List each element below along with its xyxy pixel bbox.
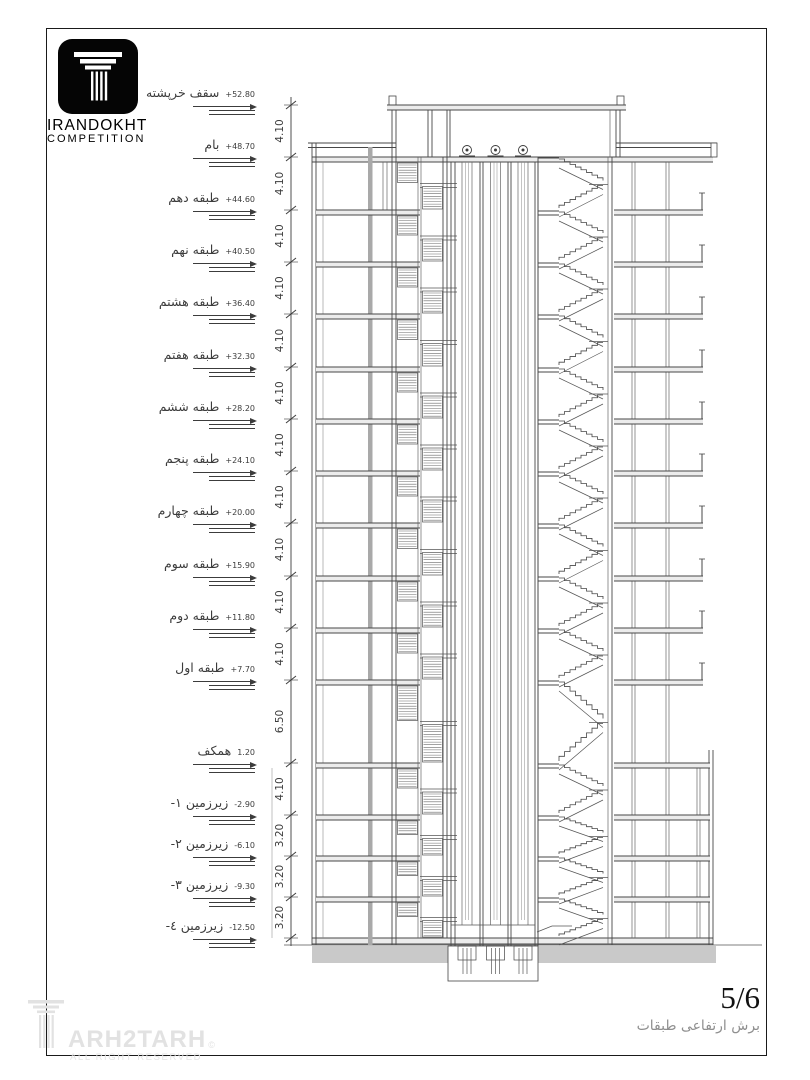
level-name: طبقه سوم: [164, 556, 220, 571]
level-name: سقف خرپشته: [145, 85, 220, 100]
level-elevation: -12.50: [229, 923, 255, 932]
dimension-label: 6.50: [274, 709, 286, 734]
level-label-6: [159, 399, 255, 429]
level-underline: [209, 532, 255, 533]
level-underline: [209, 476, 255, 477]
level-elevation: +40.50: [225, 247, 255, 256]
sheet-number: 5/6: [720, 980, 760, 1015]
level-label-12: [193, 743, 255, 773]
level-arrow-icon: [193, 99, 255, 107]
level-label-9: [164, 556, 255, 586]
level-underline: [209, 947, 255, 948]
level-underline: [209, 581, 255, 582]
level-underline: [209, 824, 255, 825]
level-underline: [209, 768, 255, 769]
level-underline: [209, 428, 255, 429]
level-arrow-icon: [193, 809, 255, 817]
dimension-label: 4.10: [274, 485, 286, 509]
level-name: همکف: [197, 743, 232, 758]
level-underline: [209, 376, 255, 377]
level-underline: [209, 528, 255, 529]
level-underline: [209, 637, 255, 638]
level-underline: [209, 480, 255, 481]
level-label-13: [171, 795, 255, 825]
level-underline: [209, 772, 255, 773]
dimension-label: 4.10: [274, 171, 286, 196]
dimension-label: 4.10: [274, 276, 286, 300]
level-name: طبقه ششم: [158, 399, 220, 414]
dimension-label: 3.20: [274, 905, 286, 930]
dimension-label: 4.10: [274, 381, 286, 405]
dimension-label: 4.10: [274, 537, 286, 562]
level-label-11: [175, 660, 255, 690]
level-arrow-icon: [193, 517, 255, 525]
level-name: طبقه اول: [175, 660, 225, 675]
level-label-1: [193, 137, 255, 167]
level-underline: [209, 906, 255, 907]
level-underline: [209, 162, 255, 163]
level-underline: [209, 633, 255, 634]
watermark: [26, 998, 215, 1063]
level-arrow-icon: [193, 151, 255, 159]
level-elevation: +11.80: [225, 613, 255, 622]
watermark-brand: ARH2TARH: [68, 1026, 207, 1053]
level-elevation: +44.60: [225, 195, 255, 204]
level-name: طبقه پنجم: [165, 451, 220, 466]
level-arrow-icon: [193, 674, 255, 682]
level-underline: [209, 114, 255, 115]
dimension-label: 4.10: [274, 590, 286, 614]
dimension-label: 4.10: [274, 119, 286, 143]
level-name: طبقه چهارم: [157, 503, 220, 518]
level-underline: [209, 219, 255, 220]
watermark-column-icon: [26, 998, 66, 1050]
level-underline: [209, 820, 255, 821]
level-elevation: +20.00: [225, 508, 255, 517]
level-label-4: [159, 294, 255, 324]
level-underline: [209, 110, 255, 111]
level-underline: [209, 319, 255, 320]
level-elevation: 1.20: [237, 748, 255, 757]
level-label-8: [158, 503, 255, 533]
dimension-label: 3.20: [274, 864, 286, 889]
level-elevation: -9.30: [234, 882, 255, 891]
level-elevation: -2.90: [234, 800, 255, 809]
dimension-label: 4.10: [274, 777, 286, 801]
level-label-10: [169, 608, 255, 638]
level-underline: [209, 943, 255, 944]
level-elevation: +32.30: [225, 352, 255, 361]
level-label-2: [168, 190, 255, 220]
level-underline: [209, 215, 255, 216]
dimension-label: 4.10: [274, 328, 286, 353]
level-arrow-icon: [193, 891, 255, 899]
dimension-label: 4.10: [274, 642, 286, 666]
level-elevation: +28.20: [225, 404, 255, 413]
logo-title: IRANDOKHT: [47, 117, 148, 134]
level-elevation: +48.70: [225, 142, 255, 151]
level-elevation: +36.40: [225, 299, 255, 308]
level-name: طبقه هفتم: [163, 347, 220, 362]
dimension-label: 4.10: [274, 224, 286, 248]
level-underline: [209, 685, 255, 686]
level-arrow-icon: [193, 308, 255, 316]
level-name: بام: [204, 137, 220, 152]
level-label-7: [165, 451, 255, 481]
level-name: طبقه نهم: [171, 242, 220, 257]
level-name: طبقه دوم: [169, 608, 220, 623]
level-underline: [209, 902, 255, 903]
level-label-14: [171, 836, 255, 866]
level-name: زیرزمین ۳-: [170, 877, 229, 892]
level-elevation: +15.90: [225, 561, 255, 570]
level-elevation: +52.80: [225, 90, 255, 99]
level-name: طبقه دهم: [168, 190, 220, 205]
level-label-16: [166, 918, 255, 948]
level-underline: [209, 585, 255, 586]
level-arrow-icon: [193, 570, 255, 578]
level-arrow-icon: [193, 757, 255, 765]
level-elevation: -6.10: [234, 841, 255, 850]
level-arrow-icon: [193, 465, 255, 473]
level-name: طبقه هشتم: [158, 294, 220, 309]
logo-subtitle: COMPETITION: [47, 133, 146, 145]
level-arrow-icon: [193, 204, 255, 212]
level-underline: [209, 861, 255, 862]
level-label-5: [164, 347, 255, 377]
dimension-label: 4.10: [274, 433, 286, 457]
level-arrow-icon: [193, 413, 255, 421]
level-underline: [209, 689, 255, 690]
level-label-3: [171, 242, 255, 272]
dimension-label: 3.20: [274, 823, 286, 848]
level-arrow-icon: [193, 256, 255, 264]
level-arrow-icon: [193, 622, 255, 630]
level-arrow-icon: [193, 850, 255, 858]
level-underline: [209, 323, 255, 324]
level-arrow-icon: [193, 932, 255, 940]
level-underline: [209, 267, 255, 268]
level-arrow-icon: [193, 361, 255, 369]
level-underline: [209, 372, 255, 373]
level-label-0: [146, 85, 255, 115]
watermark-copyright: ©: [208, 1040, 215, 1050]
level-underline: [209, 166, 255, 167]
level-underline: [209, 424, 255, 425]
level-name: زیرزمین ۱-: [170, 795, 229, 810]
level-name: زیرزمین ٤-: [165, 918, 224, 933]
level-underline: [209, 271, 255, 272]
level-underline: [209, 865, 255, 866]
level-elevation: +7.70: [230, 665, 255, 674]
sheet-title: برش ارتفاعی طبقات: [636, 1018, 760, 1034]
level-label-15: [171, 877, 255, 907]
level-name: زیرزمین ۲-: [170, 836, 229, 851]
watermark-tagline: ALL RIGHT RESERVED: [70, 1052, 203, 1063]
level-elevation: +24.10: [225, 456, 255, 465]
